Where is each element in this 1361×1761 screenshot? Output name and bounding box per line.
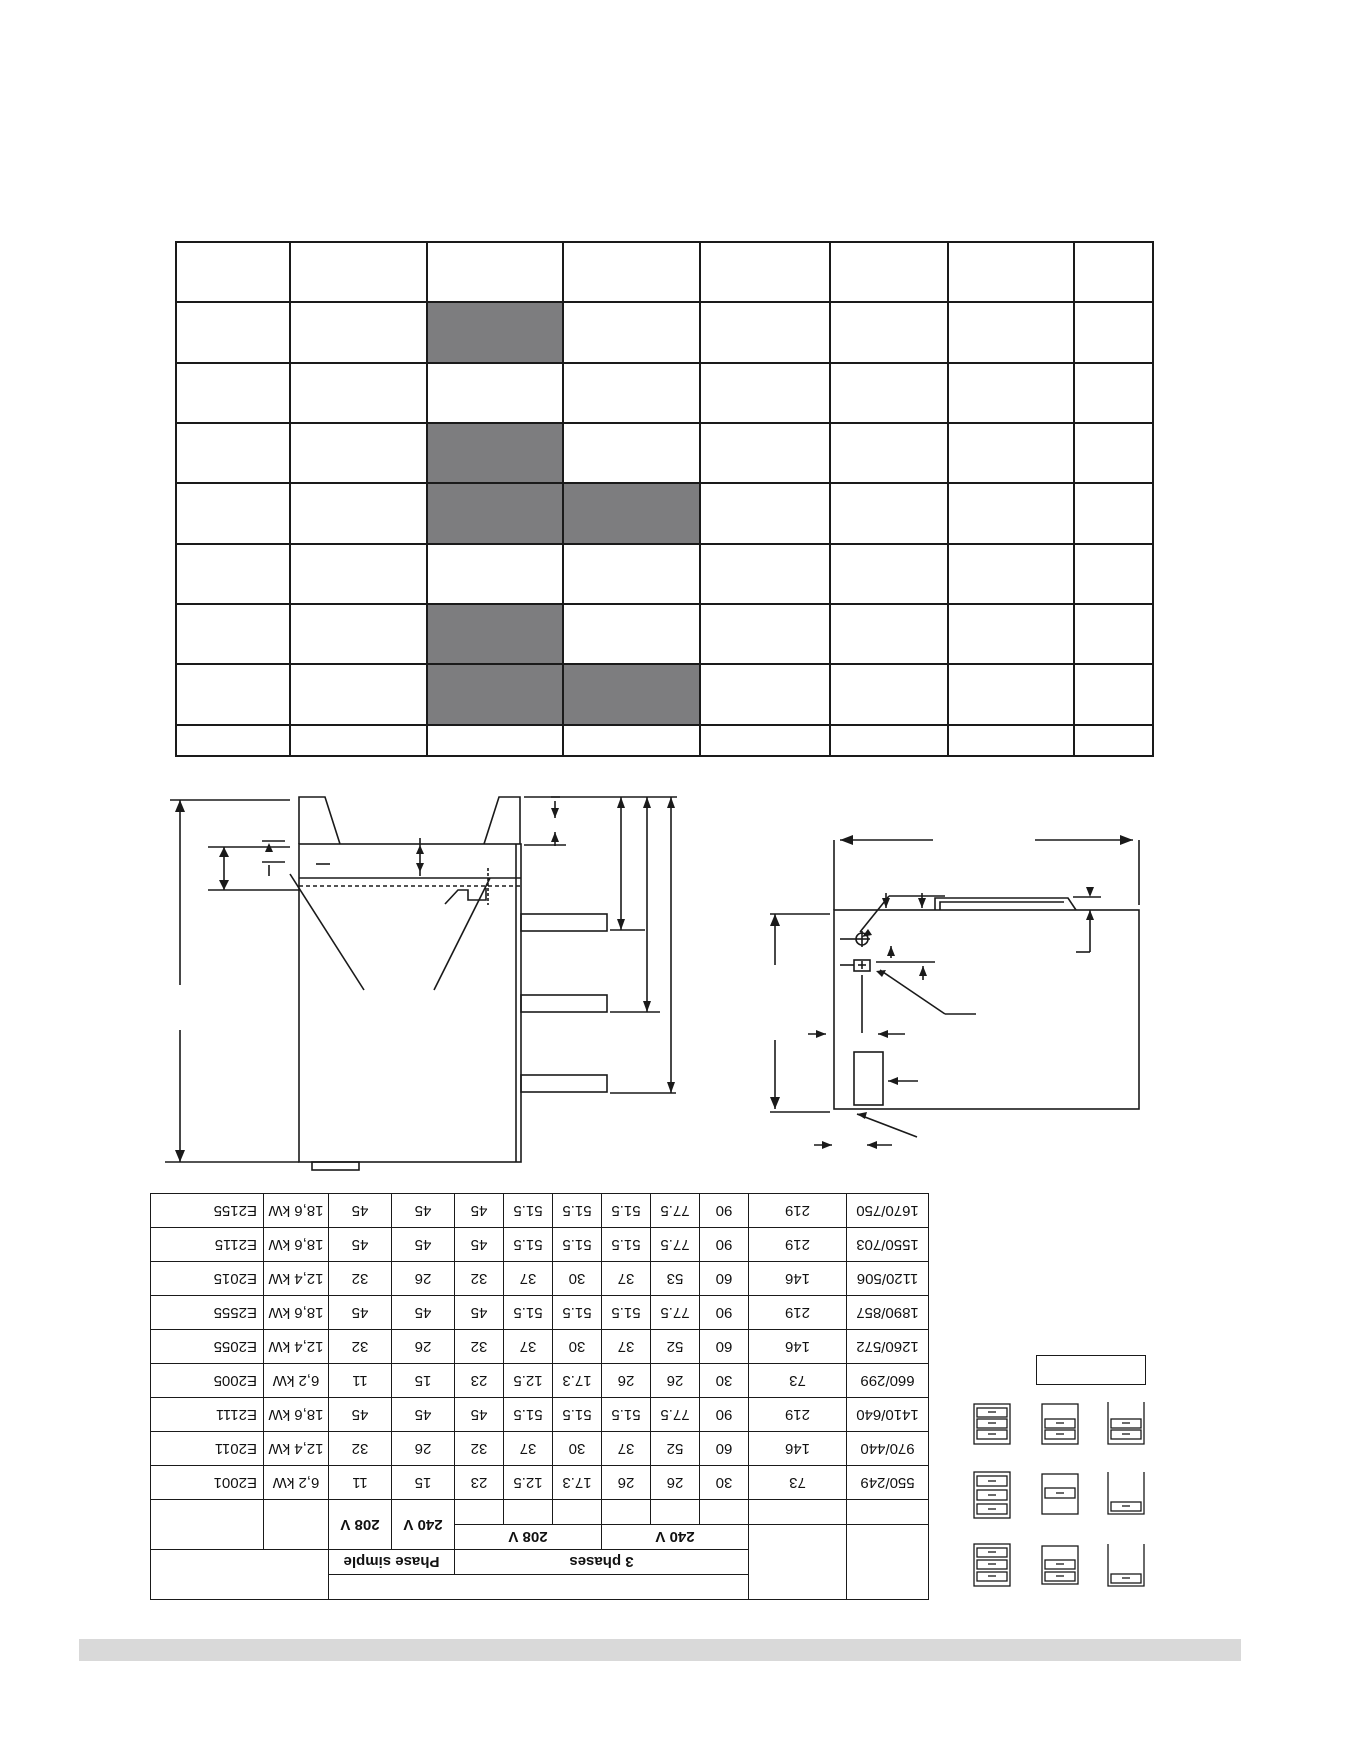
cell-f: 51.5	[602, 1398, 651, 1432]
rack-configuration-icons	[960, 1398, 1160, 1598]
header-blank	[602, 1500, 651, 1525]
cell-a: 11	[329, 1364, 392, 1398]
top-table-row	[176, 242, 1153, 302]
cell-g: 52	[651, 1330, 700, 1364]
table-row	[151, 1398, 929, 1432]
table-cell	[563, 363, 700, 423]
header-blank	[151, 1550, 329, 1600]
shaded-cell	[427, 604, 563, 664]
table-cell	[948, 363, 1074, 423]
cell-c: 45	[455, 1296, 504, 1330]
table-cell	[1074, 423, 1153, 483]
cell-f: 37	[602, 1330, 651, 1364]
cell-d: 37	[504, 1262, 553, 1296]
table-row	[151, 1330, 929, 1364]
cell-b: 45	[392, 1228, 455, 1262]
table-cell	[1074, 483, 1153, 543]
front-view-drawing	[269, 801, 1139, 1145]
cell-g: 26	[651, 1466, 700, 1500]
rack-icon	[1108, 1402, 1144, 1444]
table-cell	[948, 242, 1074, 302]
header-208v: 208 V	[455, 1525, 602, 1550]
cell-d: 51.5	[504, 1194, 553, 1228]
cell-h: 90	[700, 1296, 749, 1330]
table-row	[151, 1364, 929, 1398]
table-cell	[700, 363, 830, 423]
table-row	[151, 1228, 929, 1262]
cell-h: 90	[700, 1194, 749, 1228]
cell-a: 45	[329, 1398, 392, 1432]
cell-b: 15	[392, 1466, 455, 1500]
table-cell	[290, 363, 427, 423]
cell-g: 52	[651, 1432, 700, 1466]
shaded-cell	[427, 483, 563, 543]
table-cell	[700, 483, 830, 543]
cell-d: 37	[504, 1432, 553, 1466]
header-blank	[553, 1500, 602, 1525]
header-blank	[264, 1500, 329, 1550]
top-table-row	[176, 363, 1153, 423]
cell-i: 146	[749, 1432, 847, 1466]
table-cell	[1074, 544, 1153, 604]
cell-d: 12.5	[504, 1466, 553, 1500]
cell-e: 30	[553, 1262, 602, 1296]
cell-f: 37	[602, 1432, 651, 1466]
header-blank	[151, 1500, 264, 1550]
cell-j: 1120/506	[847, 1262, 929, 1296]
table-cell	[176, 363, 290, 423]
rack-legend-box	[1036, 1355, 1146, 1385]
cell-f: 51.5	[602, 1228, 651, 1262]
cell-g: 77.5	[651, 1296, 700, 1330]
cell-j: 550/249	[847, 1466, 929, 1500]
cell-c: 32	[455, 1432, 504, 1466]
top-table-row	[176, 664, 1153, 724]
header-240v-single: 240 V	[392, 1500, 455, 1550]
cell-kw: 6,2 kW	[264, 1466, 329, 1500]
cell-h: 30	[700, 1364, 749, 1398]
cell-d: 51.5	[504, 1296, 553, 1330]
cell-h: 60	[700, 1330, 749, 1364]
header-blank	[700, 1500, 749, 1525]
cell-c: 32	[455, 1330, 504, 1364]
header-phase-simple: Phase simple	[329, 1550, 455, 1575]
table-cell	[427, 363, 563, 423]
table-cell	[700, 302, 830, 362]
table-cell	[1074, 664, 1153, 724]
cell-model: E2055	[151, 1330, 264, 1364]
cell-g: 77.5	[651, 1194, 700, 1228]
cell-kw: 6,2 kW	[264, 1364, 329, 1398]
table-row	[151, 1432, 929, 1466]
header-blank	[455, 1500, 504, 1525]
table-cell	[830, 363, 948, 423]
electrical-table-upside-down	[151, 1202, 929, 1600]
table-cell	[1074, 604, 1153, 664]
cell-d: 37	[504, 1330, 553, 1364]
cell-kw: 18,6 kW	[264, 1296, 329, 1330]
cell-e: 51.5	[553, 1398, 602, 1432]
table-cell	[290, 604, 427, 664]
top-table-row	[176, 604, 1153, 664]
cell-e: 17.3	[553, 1364, 602, 1398]
table-cell	[700, 725, 830, 756]
cell-kw: 18,6 kW	[264, 1228, 329, 1262]
table-cell	[1074, 242, 1153, 302]
table-cell	[290, 483, 427, 543]
table-cell	[948, 302, 1074, 362]
cell-kw: 12,4 kW	[264, 1432, 329, 1466]
table-cell	[563, 423, 700, 483]
rack-icon	[1108, 1544, 1144, 1586]
rack-icon	[974, 1404, 1010, 1444]
table-cell	[1074, 302, 1153, 362]
header-208v-single: 208 V	[329, 1500, 392, 1550]
cell-b: 45	[392, 1398, 455, 1432]
cell-h: 30	[700, 1466, 749, 1500]
header-blank	[847, 1525, 929, 1600]
cell-a: 32	[329, 1432, 392, 1466]
cell-g: 53	[651, 1262, 700, 1296]
cell-c: 23	[455, 1364, 504, 1398]
table-cell	[830, 725, 948, 756]
technical-drawings	[0, 780, 1361, 1180]
top-table-row	[176, 725, 1153, 756]
cell-f: 51.5	[602, 1296, 651, 1330]
cell-e: 51.5	[553, 1296, 602, 1330]
cell-i: 219	[749, 1398, 847, 1432]
table-cell	[563, 725, 700, 756]
cell-h: 60	[700, 1262, 749, 1296]
table-cell	[176, 483, 290, 543]
table-cell	[427, 725, 563, 756]
cell-g: 77.5	[651, 1398, 700, 1432]
shaded-cell	[563, 483, 700, 543]
cell-j: 1670/750	[847, 1194, 929, 1228]
shaded-cell	[427, 302, 563, 362]
rack-icon	[974, 1472, 1010, 1518]
table-row	[151, 1194, 929, 1228]
cell-a: 45	[329, 1296, 392, 1330]
cell-g: 26	[651, 1364, 700, 1398]
cell-e: 51.5	[553, 1194, 602, 1228]
cell-f: 51.5	[602, 1194, 651, 1228]
table-cell	[948, 544, 1074, 604]
table-cell	[176, 242, 290, 302]
cell-e: 30	[553, 1432, 602, 1466]
cell-c: 45	[455, 1228, 504, 1262]
cell-a: 45	[329, 1194, 392, 1228]
cell-c: 45	[455, 1194, 504, 1228]
cell-j: 1410/640	[847, 1398, 929, 1432]
header-blank	[329, 1575, 749, 1600]
cell-c: 23	[455, 1466, 504, 1500]
cell-h: 90	[700, 1228, 749, 1262]
table-cell	[176, 544, 290, 604]
cell-f: 26	[602, 1466, 651, 1500]
rack-icon	[1042, 1546, 1078, 1584]
cell-h: 60	[700, 1432, 749, 1466]
cell-b: 45	[392, 1296, 455, 1330]
cell-b: 26	[392, 1330, 455, 1364]
cell-i: 146	[749, 1262, 847, 1296]
table-cell	[290, 544, 427, 604]
header-blank	[504, 1500, 553, 1525]
cell-b: 15	[392, 1364, 455, 1398]
cell-model: E2115	[151, 1228, 264, 1262]
table-cell	[948, 664, 1074, 724]
table-cell	[700, 242, 830, 302]
table-cell	[948, 483, 1074, 543]
cell-a: 45	[329, 1228, 392, 1262]
cell-e: 30	[553, 1330, 602, 1364]
table-cell	[176, 302, 290, 362]
table-cell	[563, 544, 700, 604]
footer-bar	[79, 1639, 1241, 1661]
table-cell	[176, 423, 290, 483]
cell-kw: 18,6 kW	[264, 1194, 329, 1228]
cell-j: 970/440	[847, 1432, 929, 1466]
table-cell	[563, 302, 700, 362]
cell-a: 32	[329, 1262, 392, 1296]
table-cell	[563, 604, 700, 664]
table-cell	[700, 664, 830, 724]
rack-icon	[1108, 1472, 1144, 1514]
cell-j: 1550/703	[847, 1228, 929, 1262]
table-cell	[830, 302, 948, 362]
top-table-row	[176, 483, 1153, 543]
rack-icon	[974, 1544, 1010, 1586]
table-cell	[830, 544, 948, 604]
table-cell	[830, 423, 948, 483]
electrical-table	[150, 1193, 929, 1600]
cell-model: E2001	[151, 1466, 264, 1500]
cell-model: E2011	[151, 1432, 264, 1466]
table-cell	[1074, 363, 1153, 423]
table-cell	[290, 302, 427, 362]
cell-b: 45	[392, 1194, 455, 1228]
cell-j: 1260/572	[847, 1330, 929, 1364]
header-blank	[749, 1500, 847, 1525]
cell-i: 146	[749, 1330, 847, 1364]
header-240v: 240 V	[602, 1525, 749, 1550]
cell-a: 32	[329, 1330, 392, 1364]
shaded-cell	[427, 664, 563, 724]
table-cell	[700, 604, 830, 664]
cell-model: E2005	[151, 1364, 264, 1398]
cell-j: 1890/857	[847, 1296, 929, 1330]
top-table-row	[176, 544, 1153, 604]
cell-i: 219	[749, 1296, 847, 1330]
top-table-row	[176, 302, 1153, 362]
cell-i: 219	[749, 1228, 847, 1262]
cell-kw: 12,4 kW	[264, 1330, 329, 1364]
table-cell	[176, 604, 290, 664]
rack-icon	[1042, 1474, 1078, 1514]
cell-g: 77.5	[651, 1228, 700, 1262]
table-cell	[948, 423, 1074, 483]
table-cell	[830, 664, 948, 724]
table-cell	[948, 604, 1074, 664]
table-row	[151, 1262, 929, 1296]
table-cell	[830, 242, 948, 302]
cell-a: 11	[329, 1466, 392, 1500]
cell-i: 73	[749, 1364, 847, 1398]
table-cell	[1074, 725, 1153, 756]
table-cell	[948, 725, 1074, 756]
table-cell	[290, 664, 427, 724]
header-blank	[749, 1525, 847, 1600]
table-cell	[830, 483, 948, 543]
top-table-row	[176, 423, 1153, 483]
cell-d: 12.5	[504, 1364, 553, 1398]
cell-c: 32	[455, 1262, 504, 1296]
table-cell	[700, 423, 830, 483]
cell-b: 26	[392, 1432, 455, 1466]
table-cell	[563, 242, 700, 302]
cell-f: 26	[602, 1364, 651, 1398]
table-row	[151, 1466, 929, 1500]
cell-kw: 12,4 kW	[264, 1262, 329, 1296]
header-3-phases: 3 phases	[455, 1550, 749, 1575]
header-blank	[651, 1500, 700, 1525]
cell-i: 219	[749, 1194, 847, 1228]
cell-model: E2111	[151, 1398, 264, 1432]
cell-h: 90	[700, 1398, 749, 1432]
cell-model: E2155	[151, 1194, 264, 1228]
cell-d: 51.5	[504, 1228, 553, 1262]
table-cell	[290, 423, 427, 483]
cell-model: E2555	[151, 1296, 264, 1330]
table-cell	[290, 242, 427, 302]
table-cell	[427, 242, 563, 302]
table-cell	[427, 544, 563, 604]
cell-e: 17.3	[553, 1466, 602, 1500]
cell-j: 660/299	[847, 1364, 929, 1398]
cell-d: 51.5	[504, 1398, 553, 1432]
table-row	[151, 1296, 929, 1330]
dimension-arrows	[175, 797, 1133, 1162]
cell-kw: 18,6 kW	[264, 1398, 329, 1432]
dimensions-table	[175, 241, 1154, 757]
cell-i: 73	[749, 1466, 847, 1500]
rack-icon	[1042, 1404, 1078, 1444]
table-cell	[176, 664, 290, 724]
table-cell	[830, 604, 948, 664]
shaded-cell	[563, 664, 700, 724]
table-cell	[176, 725, 290, 756]
cell-f: 37	[602, 1262, 651, 1296]
cell-b: 26	[392, 1262, 455, 1296]
table-cell	[700, 544, 830, 604]
table-cell	[290, 725, 427, 756]
cell-model: E2015	[151, 1262, 264, 1296]
shaded-cell	[427, 423, 563, 483]
cell-c: 45	[455, 1398, 504, 1432]
cell-e: 51.5	[553, 1228, 602, 1262]
header-blank	[847, 1500, 929, 1525]
